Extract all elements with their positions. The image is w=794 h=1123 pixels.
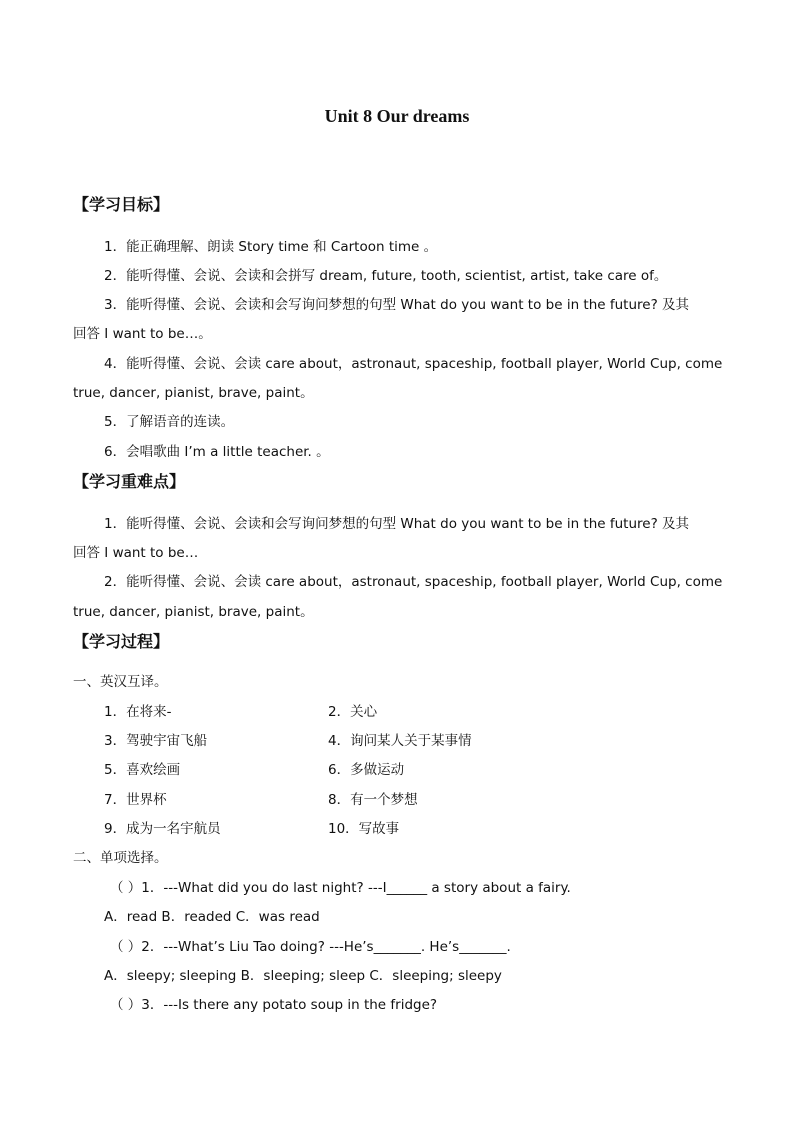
key-point-line: 回答 I want to be… [73,545,199,561]
key-point-line: 2．能听得懂、会说、会读 care about，astronaut, spaceship, football player, World Cup, come [104,574,723,590]
objective-line: 1．能正确理解、朗读 Story time 和 Cartoon time 。 [104,239,438,255]
process-heading: 【学习过程】 [73,632,170,651]
question-line: （ ）1．---What did you do last night? ---I______ a story about a fairy. [110,880,571,896]
key-point-line: 1．能听得懂、会说、会读和会写询问梦想的句型 What do you want to be in the future? 及其 [104,516,690,532]
key-points-heading: 【学习重难点】 [73,472,186,491]
question-line: （ ）2．---What’s Liu Tao doing? ---He’s_______. He’s_______. [110,939,511,955]
objective-line: true, dancer, pianist, brave, paint。 [73,385,314,401]
objective-line: 2．能听得懂、会说、会读和会拼写 dream, future, tooth, scientist, artist, take care of。 [104,268,668,284]
question-line: （ ）3．---Is there any potato soup in the fridge? [110,997,438,1013]
translation-item: 8．有一个梦想 [328,792,418,808]
question-options: A．sleepy; sleeping B．sleeping; sleep C．sleeping; sleepy [104,968,502,984]
objective-line: 回答 I want to be…。 [73,326,212,342]
translation-item: 7．世界杯 [104,792,167,808]
objective-line: 6．会唱歌曲 I’m a little teacher. 。 [104,444,330,460]
objective-line: 3．能听得懂、会说、会读和会写询问梦想的句型 What do you want to be in the future? 及其 [104,297,690,313]
objectives-heading: 【学习目标】 [73,195,170,214]
part2-heading: 二、单项选择。 [73,850,168,866]
translation-item: 3．驾驶宇宙飞船 [104,733,208,749]
translation-item: 10．写故事 [328,821,400,837]
translation-item: 2．关心 [328,704,378,720]
translation-item: 6．多做运动 [328,762,405,778]
translation-item: 4．询问某人关于某事情 [328,733,472,749]
key-point-line: true, dancer, pianist, brave, paint。 [73,604,314,620]
translation-item: 9．成为一名宇航员 [104,821,221,837]
part1-heading: 一、英汉互译。 [73,674,168,690]
page-title: Unit 8 Our dreams [324,106,470,126]
objective-line: 5．了解语音的连读。 [104,414,235,430]
translation-item: 1．在将来- [104,704,172,720]
question-options: A．read B．readed C．was read [104,909,320,925]
translation-item: 5．喜欢绘画 [104,762,181,778]
objective-line: 4．能听得懂、会说、会读 care about，astronaut, spaceship, football player, World Cup, come [104,356,723,372]
